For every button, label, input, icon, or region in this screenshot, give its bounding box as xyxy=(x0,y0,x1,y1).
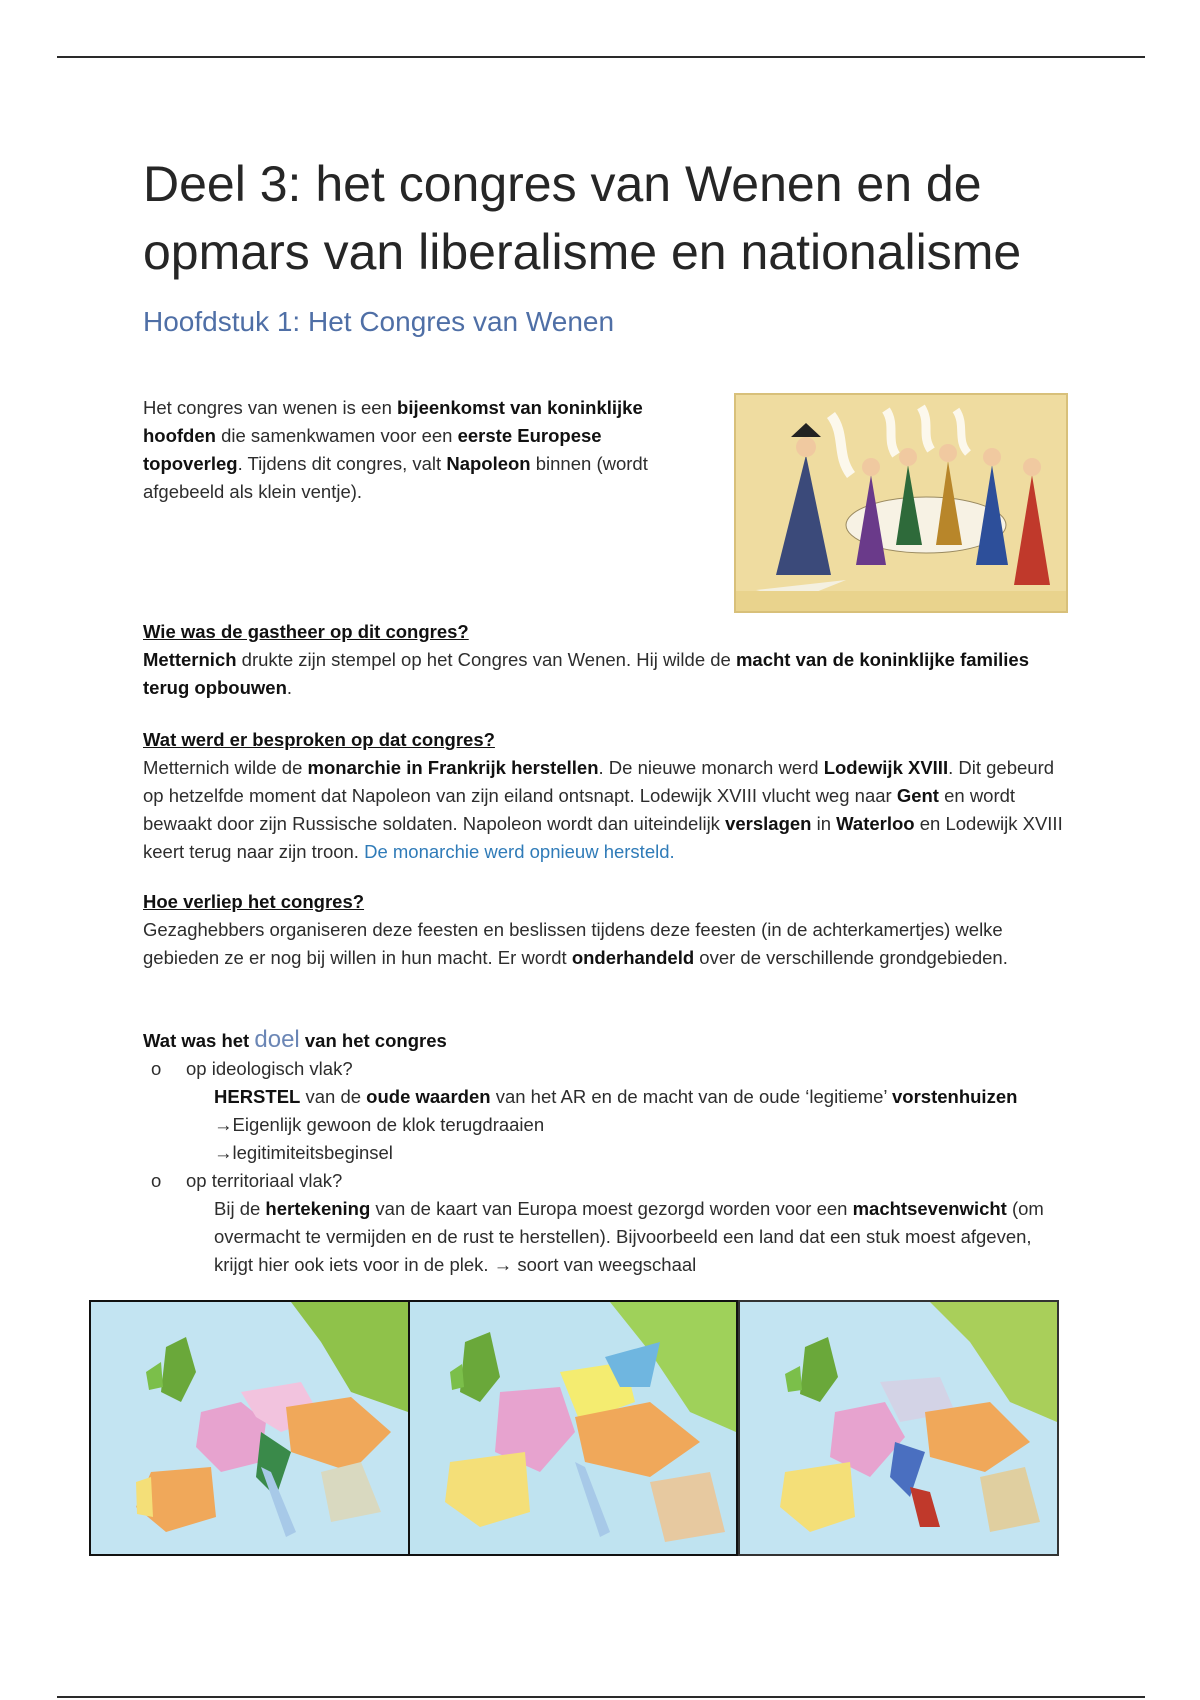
europe-map-3 xyxy=(738,1300,1059,1556)
answer-proceedings: Gezaghebbers organiseren deze feesten en beslissen tijdens deze feesten (in de achterkamertjes) welke gebieden ze er nog bij willen in hun macht. Er wordt onderhandeld over de verschillende grondgebieden. xyxy=(143,919,1008,968)
territorial-detail: Bij de hertekening van de kaart van Europa moest gezorgd worden voor een machtsevenwicht (om overmacht te vermijden en de rust te herstellen). Bijvoorbeeld een land dat een stuk moest afgeven, krijgt hier ook iets voor in de plek. → soort van weegschaal xyxy=(214,1198,1044,1275)
section-host xyxy=(143,618,1063,702)
europe-map-1 xyxy=(89,1300,410,1556)
top-rule xyxy=(57,56,1145,58)
chapter-heading: Hoofdstuk 1: Het Congres van Wenen xyxy=(143,306,615,337)
arrow-line-clock: →Eigenlijk gewoon de klok terugdraaien xyxy=(214,1114,545,1135)
europe-maps xyxy=(89,1300,1059,1556)
arrow-line-legitimacy: →legitimiteitsbeginsel xyxy=(214,1142,393,1163)
bullet-territorial: o op territoriaal vlak? xyxy=(143,1167,1063,1195)
question-proceedings: Hoe verliep het congres? xyxy=(143,891,365,912)
answer-host: Metternich drukte zijn stempel op het Congres van Wenen. Hij wilde de macht van de koninklijke families terug opbouwen. xyxy=(143,649,1029,698)
europe-map-2 xyxy=(408,1300,738,1556)
bullet-marker: o xyxy=(151,1058,162,1079)
question-host: Wie was de gastheer op dit congres? xyxy=(143,621,469,642)
highlight-restored: De monarchie werd opnieuw hersteld. xyxy=(364,841,675,862)
intro-paragraph: Het congres van wenen is een bijeenkomst van koninklijke hoofden die samenkwamen voor een eerste Europese topoverleg. Tijdens dit congres, valt Napoleon binnen (wordt afgebeeld als klein ventje). xyxy=(143,397,648,502)
section-proceedings xyxy=(143,888,1063,972)
ideological-detail: HERSTEL van de oude waarden van het AR en de macht van de oude ‘legitieme’ vorstenhuizen xyxy=(214,1086,1018,1107)
bullet-marker: o xyxy=(151,1170,162,1191)
section-discussed xyxy=(143,726,1063,866)
bottom-rule xyxy=(57,1696,1145,1698)
bullet-ideological: o op ideologisch vlak? xyxy=(143,1055,1063,1083)
answer-discussed: Metternich wilde de monarchie in Frankrijk herstellen. De nieuwe monarch werd Lodewijk XVIII. Dit gebeurd op hetzelfde moment dat Napoleon van zijn eiland ontsnapt. Lodewijk XVIII vlucht weg naar Gent en wordt bewaakt door zijn Russische soldaten. Napoleon wordt dan uiteindelijk verslagen in Waterloo en Lodewijk XVIII keert terug naar zijn troon. De monarchie werd opnieuw hersteld. xyxy=(143,757,1063,862)
page-title: Deel 3: het congres van Wenen en de opmars van liberalisme en nationalisme xyxy=(143,156,1022,280)
goal-heading: Wat was het doel van het congres xyxy=(143,1026,447,1053)
question-discussed: Wat werd er besproken op dat congres? xyxy=(143,729,495,750)
congress-cartoon-image xyxy=(734,393,1068,613)
section-goal xyxy=(143,1026,1063,1279)
